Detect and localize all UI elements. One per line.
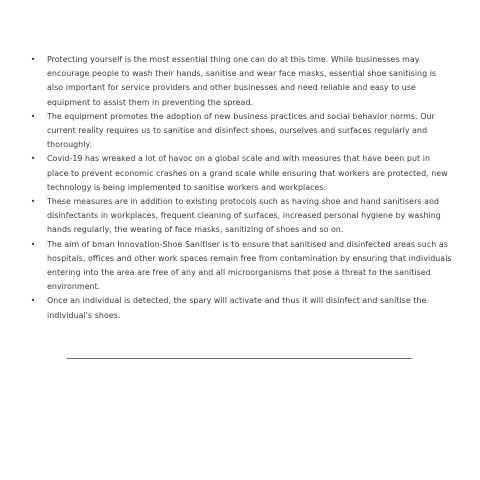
- bullet-icon: •: [30, 197, 36, 207]
- bullet-icon: •: [30, 296, 36, 306]
- paragraph-text: The aim of bman Innovation-Shoe Sanitiser is to ensure that sanitised and disinfected areas such as hospitals, offices and other work spaces remain free from contamination by ensuring that individuals entering into the area are free of any and all microorganisms that pose a threat to the sanitised environment.: [47, 239, 452, 292]
- list-item: [28, 53, 452, 110]
- bullet-list: [28, 53, 452, 323]
- paragraph-text: Once an individual is detected, the spary will activate and thus it will disinfect and sanitise the individual's shoes.: [47, 296, 427, 320]
- document-body: [28, 53, 452, 323]
- bullet-icon: •: [30, 111, 36, 121]
- list-item: [28, 294, 452, 322]
- paragraph-text: These measures are in addition to existing protocols such as having shoe and hand sanitisers and disinfectants in workplaces, frequent cleaning of surfaces, increased personal hygiene by washing hands regularly, the wearing of face masks, sanitizing of shoes and so on.: [47, 197, 441, 235]
- bullet-icon: •: [30, 154, 36, 164]
- paragraph-text: Covid-19 has wreaked a lot of havoc on a global scale and with measures that have been put in place to prevent economic crashes on a grand scale while ensuring that workers are protected, new technology is being implemented to sanitise workers and workplaces.: [47, 154, 448, 192]
- list-item: [28, 152, 452, 195]
- paragraph-text: Protecting yourself is the most essential thing one can do at this time. While businesses may encourage people to wash their hands, sanitise and wear face masks, essential shoe sanitising is also important for service providers and other businesses and need reliable and easy to use equipment to assist them in preventing the spread.: [47, 55, 437, 107]
- bullet-icon: •: [30, 55, 36, 64]
- paragraph-text: The equipment promotes the adoption of new business practices and social behavior norms. Our current reality requires us to sanitise and disinfect shoes, ourselves and surfaces regularly and thoroughly.: [47, 111, 435, 150]
- horizontal-divider: [67, 358, 412, 359]
- list-item: [28, 238, 452, 295]
- list-item: [28, 195, 452, 238]
- bullet-icon: •: [30, 239, 36, 249]
- list-item: [28, 110, 452, 153]
